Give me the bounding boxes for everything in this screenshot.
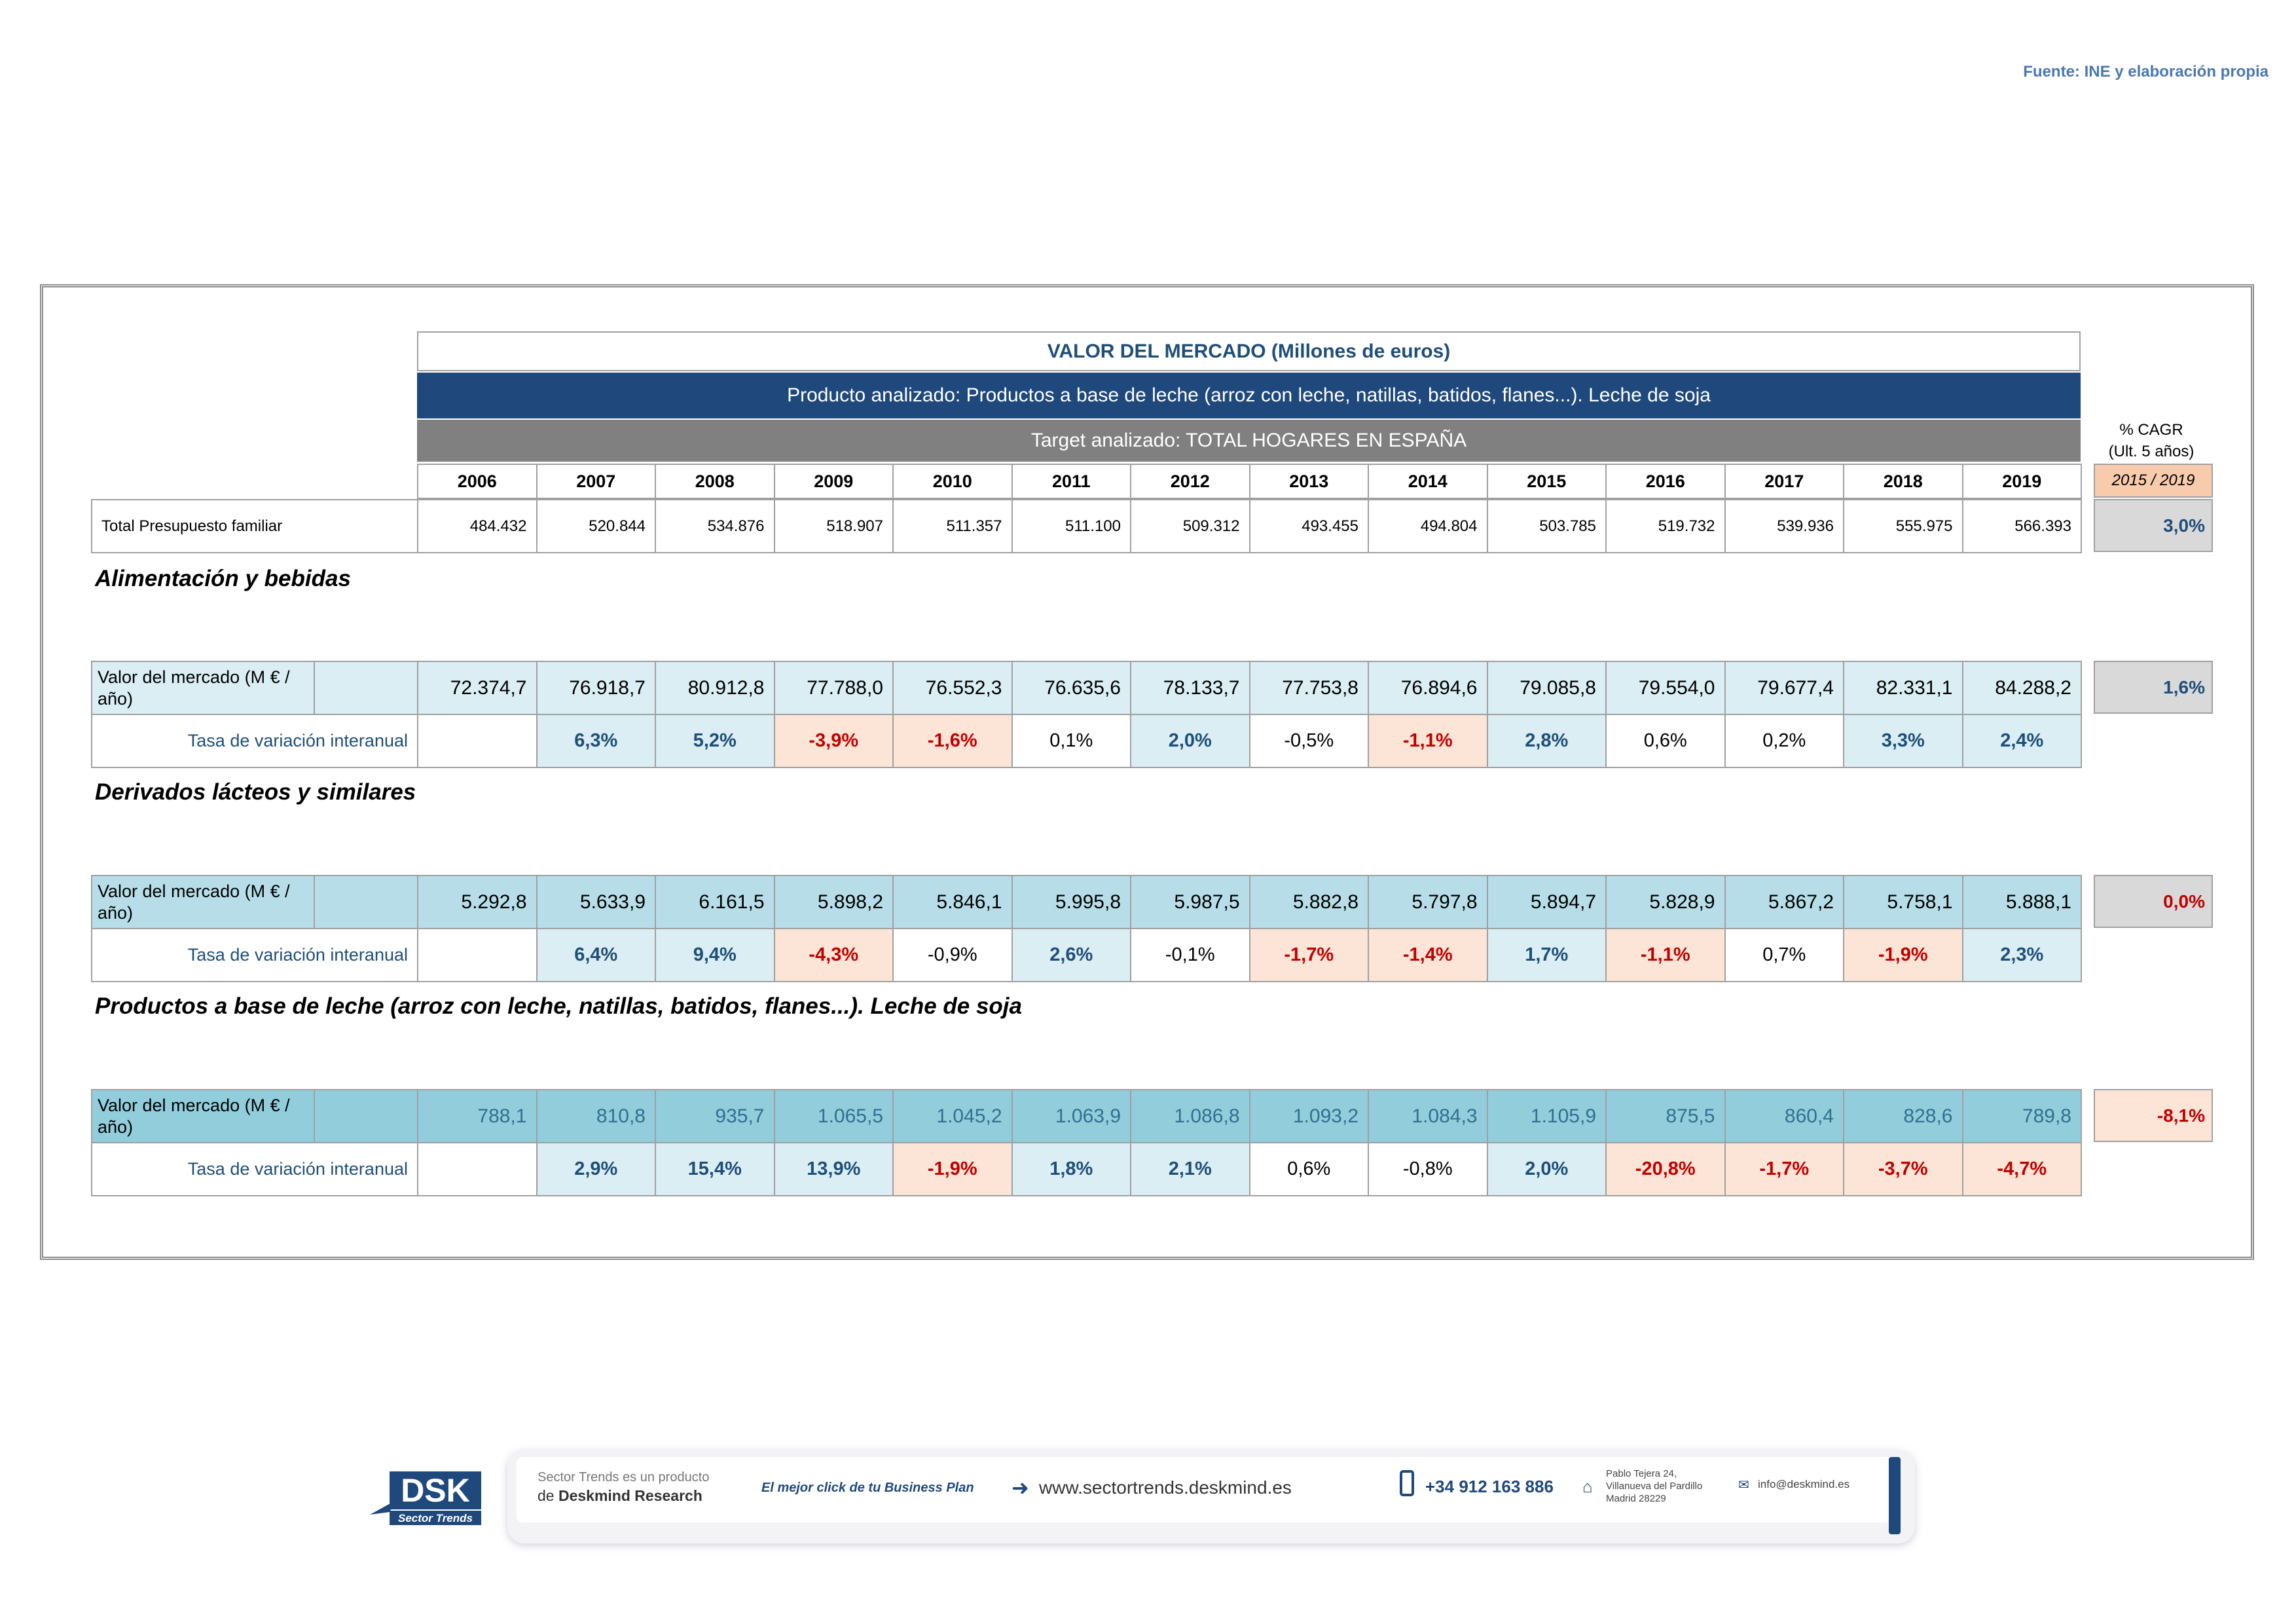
section-title-alimentacion: Alimentación y bebidas: [95, 566, 351, 591]
product-banner: Producto analizado: Productos a base de leche (arroz con leche, natillas, batidos, flanes...). Leche de soja: [417, 373, 2081, 418]
variation-rate-2006: [418, 1143, 537, 1196]
value-label: Valor del mercado (M € / año): [92, 1090, 314, 1143]
budget-value-2007: 520.844: [537, 500, 656, 553]
website-link[interactable]: www.sectortrends.deskmind.es: [1039, 1477, 1292, 1498]
logo-subtext: Sector Trends: [397, 1512, 473, 1524]
market-value-2017: 5.867,2: [1725, 876, 1844, 929]
budget-value-2008: 534.876: [655, 500, 774, 553]
section-title-productos: Productos a base de leche (arroz con leche, natillas, batidos, flanes...). Leche de soja: [95, 993, 1022, 1019]
cagr-productos: -8,1%: [2094, 1089, 2213, 1142]
variation-rate-2015: 1,7%: [1487, 929, 1607, 982]
market-value-2007: 810,8: [537, 1090, 656, 1143]
variation-rate-2011: 1,8%: [1012, 1143, 1131, 1196]
market-value-2017: 79.677,4: [1725, 661, 1844, 714]
market-value-2018: 5.758,1: [1844, 876, 1963, 929]
address-line3: Madrid 28229: [1606, 1493, 1666, 1504]
intro-prefix: de: [538, 1487, 555, 1504]
budget-value-2014: 494.804: [1368, 500, 1487, 553]
variation-rate-2011: 2,6%: [1012, 929, 1131, 982]
market-value-2012: 5.987,5: [1131, 876, 1250, 929]
contact-banner: [507, 1450, 1915, 1543]
market-value-2013: 77.753,8: [1250, 661, 1369, 714]
market-value-2016: 875,5: [1606, 1090, 1725, 1143]
market-value-2009: 77.788,0: [774, 661, 894, 714]
budget-value-2013: 493.455: [1250, 500, 1369, 553]
value-label: Valor del mercado (M € / año): [92, 661, 314, 714]
year-header-2008: 2008: [655, 464, 774, 498]
variation-rate-2007: 2,9%: [537, 1143, 656, 1196]
section-title-derivados: Derivados lácteos y similares: [95, 779, 416, 805]
market-value-2011: 76.635,6: [1012, 661, 1131, 714]
budget-value-2011: 511.100: [1012, 500, 1131, 553]
spacer-cell: [314, 661, 418, 714]
rate-label: Tasa de variación interanual: [92, 714, 418, 767]
market-value-2009: 5.898,2: [774, 876, 894, 929]
spacer-cell: [314, 876, 418, 929]
variation-rate-2018: 3,3%: [1844, 714, 1963, 767]
cagr-label-line1: % CAGR: [2119, 421, 2183, 439]
cagr-derivados: 0,0%: [2094, 875, 2213, 928]
variation-rate-2008: 15,4%: [655, 1143, 774, 1196]
market-value-2015: 79.085,8: [1487, 661, 1607, 714]
address: [1606, 1467, 1702, 1505]
variation-rate-2007: 6,4%: [537, 929, 656, 982]
market-value-2006: 72.374,7: [418, 661, 537, 714]
market-value-2019: 789,8: [1963, 1090, 2082, 1143]
variation-rate-2018: -1,9%: [1844, 929, 1963, 982]
market-value-2018: 82.331,1: [1844, 661, 1963, 714]
budget-value-2019: 566.393: [1963, 500, 2082, 553]
variation-rate-2013: -0,5%: [1250, 714, 1369, 767]
phone-icon: [1400, 1470, 1414, 1496]
variation-rate-2006: [418, 929, 537, 982]
rate-label: Tasa de variación interanual: [92, 929, 418, 982]
market-value-2013: 1.093,2: [1250, 1090, 1369, 1143]
variation-rate-2016: 0,6%: [1606, 714, 1725, 767]
variation-rate-2019: -4,7%: [1963, 1143, 2082, 1196]
year-header-2006: 2006: [418, 464, 537, 498]
cagr-label-line2: (Ult. 5 años): [2108, 443, 2195, 460]
variation-rate-2009: -3,9%: [774, 714, 894, 767]
variation-rate-2014: -1,4%: [1368, 929, 1487, 982]
year-header-2009: 2009: [774, 464, 894, 498]
market-value-2007: 5.633,9: [537, 876, 656, 929]
variation-rate-2017: 0,2%: [1725, 714, 1844, 767]
variation-rate-2008: 9,4%: [655, 929, 774, 982]
variation-rate-2012: 2,0%: [1131, 714, 1250, 767]
variation-rate-2014: -1,1%: [1368, 714, 1487, 767]
market-value-2010: 5.846,1: [893, 876, 1012, 929]
market-value-2013: 5.882,8: [1250, 876, 1369, 929]
year-header-2010: 2010: [893, 464, 1012, 498]
budget-value-2006: 484.432: [418, 500, 537, 553]
source-note: Fuente: INE y elaboración propia: [2023, 63, 2269, 81]
budget-value-2009: 518.907: [774, 500, 894, 553]
address-line2: Villanueva del Pardillo: [1606, 1481, 1703, 1492]
variation-rate-2007: 6,3%: [537, 714, 656, 767]
market-value-2014: 1.084,3: [1368, 1090, 1487, 1143]
variation-rate-2010: -0,9%: [893, 929, 1012, 982]
section-table-productos: [91, 1089, 2082, 1196]
year-header-2013: 2013: [1250, 464, 1369, 498]
variation-rate-2013: -1,7%: [1250, 929, 1369, 982]
arrow-right-icon: ➜: [1011, 1476, 1029, 1500]
logo-text: DSK: [401, 1472, 470, 1509]
year-header-2016: 2016: [1606, 464, 1725, 498]
year-header-2014: 2014: [1368, 464, 1487, 498]
footer-banner: [363, 1450, 1922, 1549]
market-value-2015: 5.894,7: [1487, 876, 1607, 929]
year-header-2019: 2019: [1963, 464, 2082, 498]
budget-value-2010: 511.357: [893, 500, 1012, 553]
market-value-2018: 828,6: [1844, 1090, 1963, 1143]
budget-label: Total Presupuesto familiar: [92, 500, 418, 553]
variation-rate-2013: 0,6%: [1250, 1143, 1369, 1196]
brand-name: Deskmind Research: [558, 1487, 702, 1504]
variation-rate-2017: -1,7%: [1725, 1143, 1844, 1196]
market-value-2011: 5.995,8: [1012, 876, 1131, 929]
year-header-row: [417, 464, 2082, 499]
variation-rate-2009: -4,3%: [774, 929, 894, 982]
intro-line2: [538, 1487, 702, 1505]
market-value-2008: 80.912,8: [655, 661, 774, 714]
email-icon: ✉: [1738, 1478, 1749, 1492]
year-header-2011: 2011: [1012, 464, 1131, 498]
phone-number[interactable]: +34 912 163 886: [1425, 1477, 1554, 1496]
market-value-2016: 5.828,9: [1606, 876, 1725, 929]
market-value-2014: 76.894,6: [1368, 661, 1487, 714]
budget-value-2018: 555.975: [1844, 500, 1963, 553]
variation-rate-2019: 2,4%: [1963, 714, 2082, 767]
variation-rate-2014: -0,8%: [1368, 1143, 1487, 1196]
variation-rate-2012: 2,1%: [1131, 1143, 1250, 1196]
budget-value-2016: 519.732: [1606, 500, 1725, 553]
address-line1: Pablo Tejera 24,: [1606, 1468, 1677, 1479]
banner-accent-bar: [1889, 1457, 1901, 1534]
budget-value-2017: 539.936: [1725, 500, 1844, 553]
year-header-2018: 2018: [1844, 464, 1963, 498]
year-header-2007: 2007: [537, 464, 656, 498]
variation-rate-2012: -0,1%: [1131, 929, 1250, 982]
variation-rate-2009: 13,9%: [774, 1143, 894, 1196]
variation-rate-2010: -1,6%: [893, 714, 1012, 767]
cagr-alimentacion: 1,6%: [2094, 661, 2213, 714]
variation-rate-2015: 2,0%: [1487, 1143, 1607, 1196]
spacer-cell: [314, 1090, 418, 1143]
year-header-2015: 2015: [1487, 464, 1607, 498]
variation-rate-2011: 0,1%: [1012, 714, 1131, 767]
variation-rate-2010: -1,9%: [893, 1143, 1012, 1196]
email-link[interactable]: info@deskmind.es: [1758, 1478, 1850, 1490]
variation-rate-2016: -1,1%: [1606, 929, 1725, 982]
market-value-2015: 1.105,9: [1487, 1090, 1607, 1143]
variation-rate-2018: -3,7%: [1844, 1143, 1963, 1196]
market-value-2008: 935,7: [655, 1090, 774, 1143]
market-value-2006: 5.292,8: [418, 876, 537, 929]
table-title: VALOR DEL MERCADO (Millones de euros): [417, 331, 2081, 371]
variation-rate-2008: 5,2%: [655, 714, 774, 767]
market-value-2017: 860,4: [1725, 1090, 1844, 1143]
budget-row: [91, 499, 2082, 553]
deskmind-logo: [363, 1469, 488, 1528]
cagr-period: 2015 / 2019: [2094, 464, 2213, 498]
rate-label: Tasa de variación interanual: [92, 1143, 418, 1196]
market-value-2006: 788,1: [418, 1090, 537, 1143]
budget-value-2015: 503.785: [1487, 500, 1607, 553]
market-value-2009: 1.065,5: [774, 1090, 894, 1143]
value-label: Valor del mercado (M € / año): [92, 876, 314, 929]
variation-rate-2015: 2,8%: [1487, 714, 1607, 767]
intro-line1: Sector Trends es un producto: [538, 1470, 710, 1485]
year-header-2017: 2017: [1725, 464, 1844, 498]
home-icon: ⌂: [1582, 1477, 1593, 1496]
budget-cagr: 3,0%: [2094, 499, 2213, 552]
market-value-2008: 6.161,5: [655, 876, 774, 929]
market-value-2012: 1.086,8: [1131, 1090, 1250, 1143]
section-table-alimentacion: [91, 661, 2082, 768]
market-value-2007: 76.918,7: [537, 661, 656, 714]
variation-rate-2019: 2,3%: [1963, 929, 2082, 982]
budget-value-2012: 509.312: [1131, 500, 1250, 553]
variation-rate-2017: 0,7%: [1725, 929, 1844, 982]
year-header-2012: 2012: [1131, 464, 1250, 498]
variation-rate-2016: -20,8%: [1606, 1143, 1725, 1196]
market-value-2019: 84.288,2: [1963, 661, 2082, 714]
market-value-2010: 76.552,3: [893, 661, 1012, 714]
market-value-2014: 5.797,8: [1368, 876, 1487, 929]
variation-rate-2006: [418, 714, 537, 767]
market-value-2010: 1.045,2: [893, 1090, 1012, 1143]
target-banner: Target analizado: TOTAL HOGARES EN ESPAÑA: [417, 420, 2081, 462]
market-value-2019: 5.888,1: [1963, 876, 2082, 929]
cagr-label: [2092, 419, 2211, 462]
market-value-2012: 78.133,7: [1131, 661, 1250, 714]
market-value-2011: 1.063,9: [1012, 1090, 1131, 1143]
section-table-derivados: [91, 875, 2082, 982]
market-value-2016: 79.554,0: [1606, 661, 1725, 714]
slogan: El mejor click de tu Business Plan: [761, 1481, 974, 1495]
